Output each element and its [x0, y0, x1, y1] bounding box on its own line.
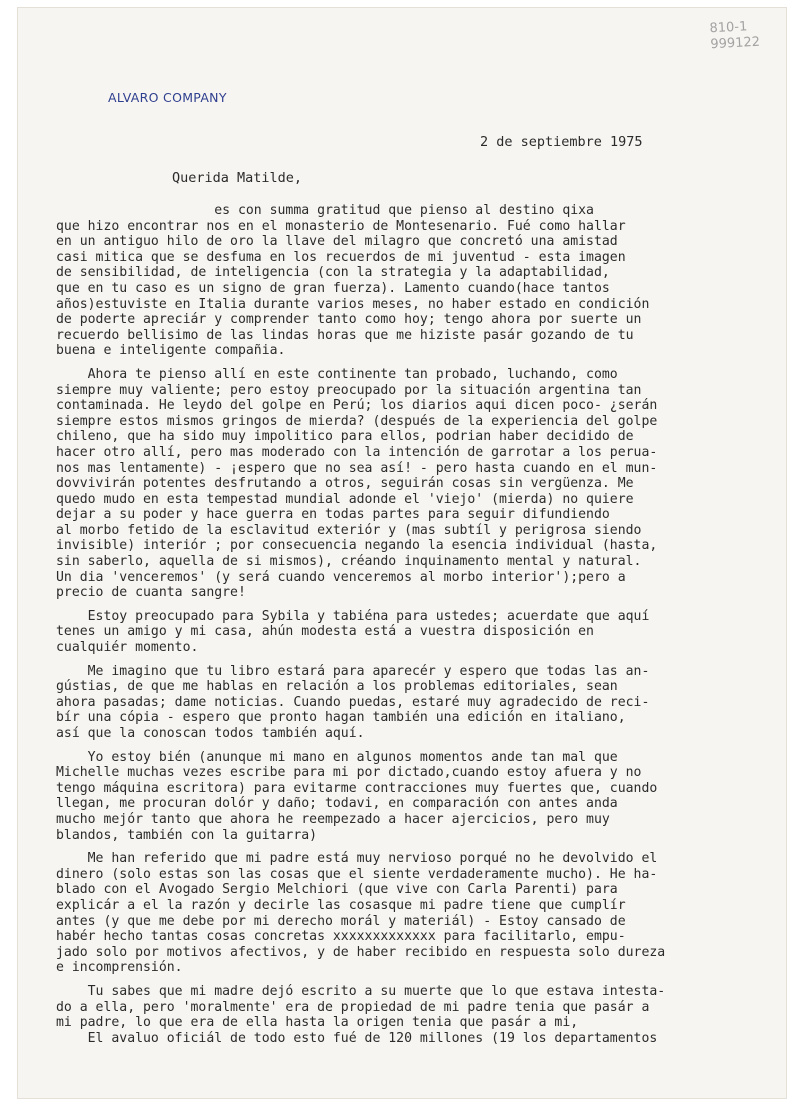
letter-line: do a ella, pero 'moralmente' era de propiedad de mi padre tenia que pasár a — [56, 999, 650, 1015]
letter-line: Michelle muchas vezes escribe para mi por dictado,cuando estoy afuera y no — [56, 765, 642, 781]
paragraph-gap — [56, 843, 776, 851]
letter-line: de sensibilidad, de inteligencia (con la strategia y la adaptabilidad, — [56, 265, 610, 281]
letter-line: habér hecho tantas cosas concretas xxxxxxxxxxxxx para facilitarlo, empu- — [56, 929, 626, 945]
paragraph-gap — [56, 976, 776, 984]
letter-date: 2 de septiembre 1975 — [480, 134, 643, 150]
letter-line: buena e inteligente compañia. — [56, 343, 286, 359]
letter-line: Me imagino que tu libro estará para aparecér y espero que todas las an- — [56, 663, 650, 679]
letter-line: sin saberlo, aquella de si mismos), créando inquinamento mental y natural. — [56, 554, 642, 570]
letter-line: dinero (solo estas son las cosas que el siente verdaderamente mucho). He ha- — [56, 866, 658, 882]
paragraph-gap — [56, 742, 776, 750]
letter-line: explicár a el la razón y decirle las cosasque mi padre tiene que cumplír — [56, 897, 626, 913]
letter-line: nos mas lentamente) - ¡espero que no sea así! - pero hasta cuando en el mun- — [56, 460, 658, 476]
letter-line: al morbo fetido de la esclavitud exteriór y (mas subtíl y perigrosa siendo — [56, 522, 642, 538]
letter-line: e incomprensión. — [56, 960, 183, 976]
letter-line: hacer otro allí, pero mas moderado con la intención de garrotar a los perua- — [56, 444, 658, 460]
letter-line: tengo máquina escritora) para evitarme contracciones muy fuertes que, cuando — [56, 780, 658, 796]
letter-line: que hizo encontrar nos en el monasterio de Montesenario. Fué como hallar — [56, 218, 626, 234]
letter-paragraph — [56, 750, 776, 844]
sender-name: ALVARO COMPANY — [108, 90, 227, 105]
letter-line: que en tu caso es un signo de gran fuerza). Lamento cuando(hace tantos — [56, 280, 610, 296]
letter-line: Me han referido que mi padre está muy nervioso porqué no he devolvido el — [56, 851, 658, 867]
letter-line: años)estuviste en Italia durante varios meses, no haber estado en condición — [56, 296, 650, 312]
letter-paragraph — [56, 851, 776, 976]
letter-line: casi mitica que se desfuma en los recuerdos de mi juventud - esta imagen — [56, 249, 626, 265]
letter-line: antes (y que me debe por mi derecho morál y materiál) - Estoy cansado de — [56, 913, 626, 929]
letter-line: en un antiguo hilo de oro la llave del milagro que concretó una amistad — [56, 234, 618, 250]
letter-line: invisible) interiór ; por consecuencia negando la esencia individual (hasta, — [56, 538, 658, 554]
letter-line: recuerdo bellisimo de las lindas horas que me hiziste pasár gozando de tu — [56, 327, 634, 343]
letter-line: Tu sabes que mi madre dejó escrito a su muerte que lo que estava intesta- — [56, 983, 666, 999]
letter-line: gústias, de que me hablas en relación a los problemas editoriales, sean — [56, 679, 618, 695]
letter-line: es con summa gratitud que pienso al destino qixa — [56, 203, 594, 218]
paragraph-gap — [56, 601, 776, 609]
letter-line: cualquiér momento. — [56, 640, 199, 656]
letter-line: precio de cuanta sangre! — [56, 585, 246, 601]
letter-line: blandos, también con la guitarra) — [56, 827, 318, 843]
letter-line: contaminada. He leydo del golpe en Perú; los diarios aqui dicen poco- ¿serán — [56, 398, 658, 414]
letter-line: Estoy preocupado para Sybila y tabiéna para ustedes; acuerdate que aquí — [56, 608, 650, 624]
letter-line: Ahora te pienso allí en este continente tan probado, luchando, como — [56, 366, 618, 382]
letter-paragraph — [56, 664, 776, 742]
letter-body — [56, 203, 776, 1046]
letter-line: siempre muy valiente; pero estoy preocupado por la situación argentina tan — [56, 382, 642, 398]
archive-annotation — [710, 19, 761, 54]
letter-line: tenes un amigo y mi casa, ahún modesta está a vuestra disposición en — [56, 624, 594, 640]
archive-mark-line: 999122 — [710, 34, 761, 53]
letter-paragraph — [56, 367, 776, 601]
letter-paragraph — [56, 609, 776, 656]
salutation: Querida Matilde, — [172, 170, 303, 186]
letter-line: El avaluo oficiál de todo esto fué de 120 millones (19 los departamentos — [56, 1030, 658, 1046]
letter-line: Un dia 'venceremos' (y será cuando venceremos al morbo interior');pero a — [56, 569, 626, 585]
letter-line: quedo mudo en esta tempestad mundial adonde el 'viejo' (mierda) no quiere — [56, 491, 634, 507]
letter-line: jado solo por motivos afectivos, y de haber recibido en respuesta solo dureza — [56, 944, 666, 960]
letter-line: Yo estoy bién (anunque mi mano en algunos momentos ande tan mal que — [56, 749, 618, 765]
letter-paragraph — [56, 203, 776, 359]
letter-line: de poderte apreciár y comprender tanto como hoy; tengo ahora por suerte un — [56, 312, 642, 328]
letter-line: ahora pasadas; dame noticias. Cuando puedas, estaré muy agradecido de reci- — [56, 694, 650, 710]
letter-line: siempre estos mismos gringos de mierda? (después de la experiencia del golpe — [56, 413, 658, 429]
letter-line: dovvivirán potentes desfrutando a otros, seguirán cosas sin vergüenza. Me — [56, 476, 634, 492]
paragraph-gap — [56, 656, 776, 664]
letter-line: así que la conoscan todos también aquí. — [56, 726, 365, 741]
letter-line: blado con el Avogado Sergio Melchiori (que vive con Carla Parenti) para — [56, 882, 618, 898]
letter-line: chileno, que ha sido muy impolitico para ellos, podrian haber decidido de — [56, 429, 634, 445]
letter-paragraph — [56, 984, 776, 1046]
letter-line: mi padre, lo que era de ella hasta la origen tenia que pasár a mi, — [56, 1015, 579, 1031]
letter-line: mucho mejór tanto que ahora he reempezado a hacer ajercicios, pero muy — [56, 811, 610, 827]
letter-line: dejar a su poder y hace guerra en todas partes para seguir difundiendo — [56, 507, 610, 523]
archive-mark-line: 810-1 — [709, 19, 749, 37]
letter-line: llegan, me procuran dolór y daño; todavi, en comparación con antes anda — [56, 796, 618, 812]
letter-line: bír una cópia - espero que pronto hagan también una edición en italiano, — [56, 710, 626, 726]
paragraph-gap — [56, 359, 776, 367]
